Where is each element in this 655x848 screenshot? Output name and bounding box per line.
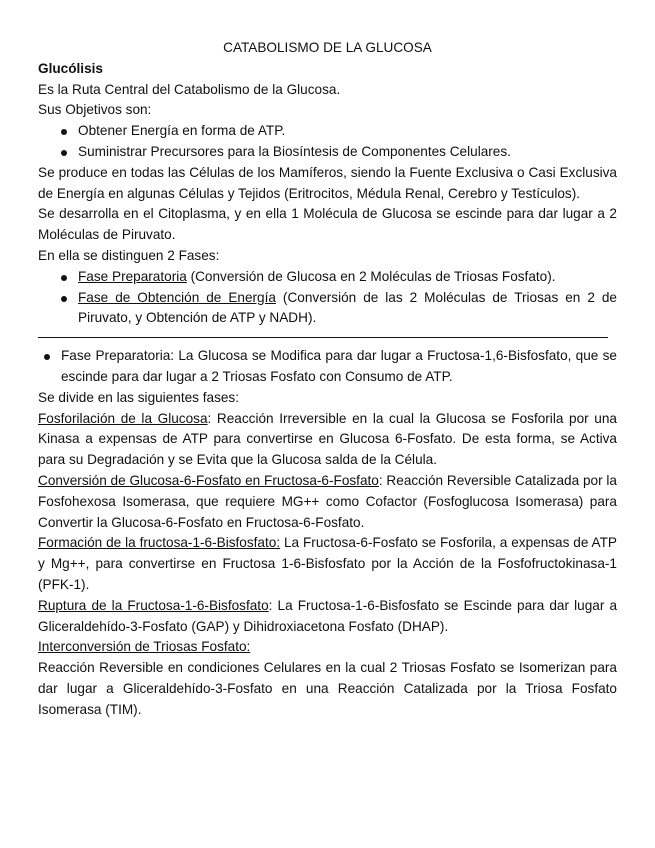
section-divider — [38, 337, 608, 338]
prep-bullet-list — [38, 346, 617, 388]
step-name: Ruptura de la Fructosa-1-6-Bisfosfato — [38, 597, 269, 613]
phase-item — [38, 288, 617, 330]
objective-item: Obtener Energía en forma de ATP. — [38, 121, 617, 142]
paragraph-cytoplasm: Se desarrolla en el Citoplasma, y en ella 1 Molécula de Glucosa se escinde para dar lugar a 2 Moléculas de Piruvato. — [38, 206, 617, 243]
step-conversion — [38, 471, 617, 533]
step-name: Fosforilación de la Glucosa — [38, 410, 208, 426]
phase-name: Fase Preparatoria — [78, 268, 187, 284]
step-text: : La Fructosa-1-6-Bisfosfato se Escinde para dar lugar a Gliceraldehído-3-Fosfato (GAP) y Dihidroxiacetona Fosfato (DHAP). — [38, 597, 618, 634]
intro-line: Es la Ruta Central del Catabolismo de la Glucosa. — [38, 81, 341, 97]
objectives-list — [38, 121, 617, 163]
phase-desc: (Conversión de Glucosa en 2 Moléculas de Triosas Fosfato). — [186, 268, 556, 284]
phase-desc: (Conversión de las 2 Moléculas de Triosas en 2 de Piruvato, y Obtención de ATP y NADH). — [78, 289, 617, 326]
section-heading-glucolisis: Glucólisis — [38, 60, 103, 76]
interconversion-name: Interconversión de Triosas Fosfato: — [38, 639, 251, 655]
phases-list — [38, 267, 617, 329]
step-name: Conversión de Glucosa-6-Fosfato en Fructosa-6-Fosfato — [38, 472, 379, 488]
divide-label: Se divide en las siguientes fases: — [38, 389, 240, 405]
step-rupture — [38, 596, 617, 638]
step-text: La Fructosa-6-Fosfato se Fosforila, a expensas de ATP y Mg++, para convertirse en Fructosa 1-6-Bisfosfato por la Acción de la Fosfofructokinasa-1 (PFK-1). — [38, 535, 617, 592]
interconversion-text: Reacción Reversible en condiciones Celulares en la cual 2 Triosas Fosfato se Isomerizan para dar lugar a Gliceraldehído-3-Fosfato en una Reacción Catalizada por la Triosa Fosfato Isomerasa (TIM). — [38, 660, 617, 717]
phase-name: Fase de Obtención de Energía — [78, 289, 276, 305]
step-text: : Reacción Irreversible en la cual la Glucosa se Fosforila por una Kinasa a expensas de ATP para convertirse en Glucosa 6-Fosfato. De esta forma, se Activa para su Degradación y se Evita que la Glucosa salda de la Célula. — [38, 410, 617, 468]
paragraph-cells: Se produce en todas las Células de los Mamíferos, siendo la Fuente Exclusiva o Casi Exclusiva de Energía en algunas Células y Tejidos (Eritrocitos, Médula Renal, Cerebro y Testículos). — [38, 164, 617, 201]
step-formation — [38, 533, 617, 595]
step-phosphorylation — [38, 409, 617, 471]
page-title: CATABOLISMO DE LA GLUCOSA — [223, 40, 432, 55]
prep-bullet: Fase Preparatoria: La Glucosa se Modifica para dar lugar a Fructosa-1,6-Bisfosfato, que se escinde para dar lugar a 2 Triosas Fosfato con Consumo de ATP. — [38, 346, 617, 388]
step-text: : Reacción Reversible Catalizada por la Fosfohexosa Isomerasa, que requiere MG++ como Cofactor (Fosfoglucosa Isomerasa) para Convertir la Glucosa-6-Fosfato en Fructosa-6-Fosfato. — [38, 472, 617, 530]
step-name: Formación de la fructosa-1-6-Bisfosfato: — [38, 535, 281, 551]
phase-item — [38, 267, 617, 288]
phases-label: En ella se distinguen 2 Fases: — [38, 247, 220, 263]
interconversion-title — [38, 637, 617, 658]
objective-item: Suministrar Precursores para la Biosíntesis de Componentes Celulares. — [38, 142, 617, 163]
objectives-label: Sus Objetivos son: — [38, 102, 152, 118]
